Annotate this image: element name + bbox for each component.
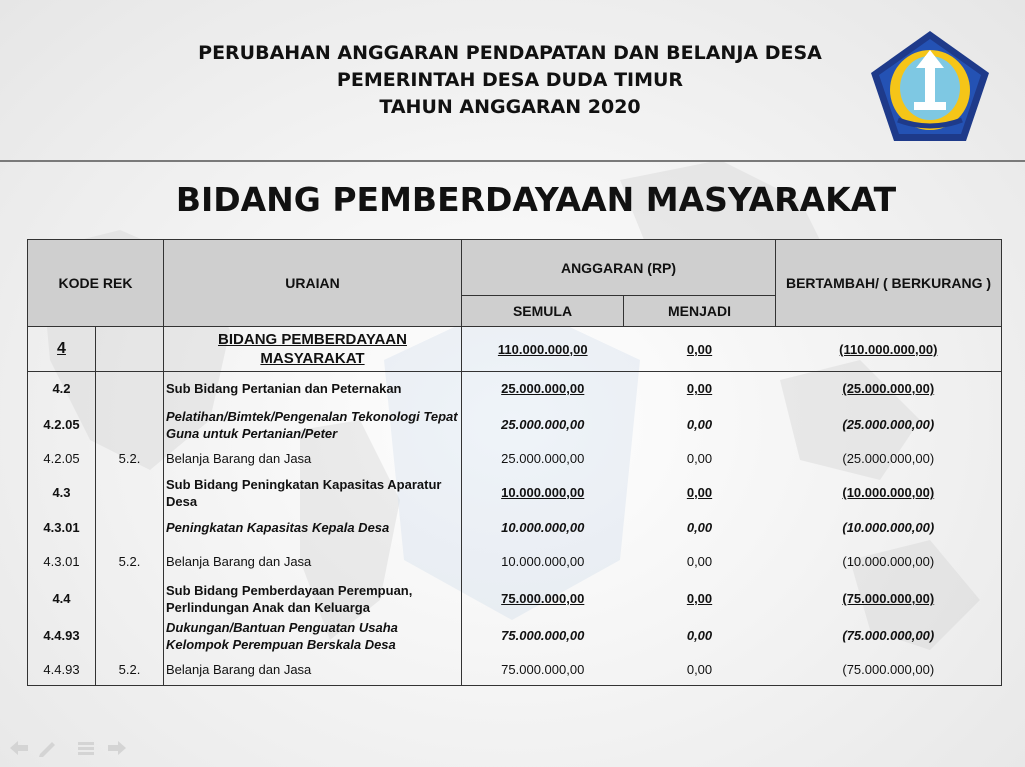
table-row bbox=[28, 654, 1002, 686]
regency-emblem-icon bbox=[868, 28, 992, 144]
cell-semula: 25.000.000,00 bbox=[501, 381, 585, 397]
cell-sub bbox=[96, 580, 164, 618]
prev-arrow-icon[interactable] bbox=[10, 741, 28, 755]
cell-selisih: (75.000.000,00) bbox=[776, 618, 1002, 654]
pen-icon[interactable] bbox=[39, 742, 55, 757]
cell-menjadi: 0,00 bbox=[686, 591, 713, 606]
cell-selisih: (110.000.000,00) bbox=[776, 327, 1002, 372]
cell-uraian: Pelatihan/Bimtek/Pengenalan Tekonologi Tepat Guna untuk Pertanian/Peter bbox=[164, 406, 462, 444]
table-row bbox=[28, 512, 1002, 544]
cell-menjadi: 0,00 bbox=[686, 381, 713, 397]
cell-semula: 75.000.000,00 bbox=[501, 591, 585, 606]
cell-menjadi: 0,00 bbox=[686, 451, 713, 466]
cell-sub bbox=[96, 512, 164, 544]
table-row bbox=[28, 406, 1002, 444]
header-line-3: TAHUN ANGGARAN 2020 bbox=[379, 96, 641, 118]
cell-sub bbox=[96, 406, 164, 444]
cell-semula: 110.000.000,00 bbox=[462, 327, 624, 372]
cell-kode: 4.4.93 bbox=[28, 618, 96, 654]
cell-semula: 10.000.000,00 bbox=[501, 485, 585, 500]
table-row bbox=[28, 474, 1002, 512]
header-kode-rek: KODE REK bbox=[28, 240, 164, 327]
cell-sub: 5.2. bbox=[96, 444, 164, 474]
budget-table bbox=[27, 239, 1002, 686]
next-arrow-icon[interactable] bbox=[108, 741, 126, 755]
cell-kode: 4.2.05 bbox=[28, 444, 96, 474]
cell-menjadi: 0,00 bbox=[686, 520, 713, 535]
cell-semula: 10.000.000,00 bbox=[501, 554, 585, 569]
cell-uraian: Sub Bidang Pemberdayaan Perempuan, Perlindungan Anak dan Keluarga bbox=[164, 580, 462, 618]
header-line-1: PERUBAHAN ANGGARAN PENDAPATAN DAN BELANJA DESA bbox=[198, 42, 822, 64]
cell-uraian: Sub Bidang Pertanian dan Peternakan bbox=[164, 372, 462, 406]
menu-icon[interactable] bbox=[78, 742, 94, 755]
cell-kode: 4 bbox=[28, 327, 96, 372]
cell-selisih: (75.000.000,00) bbox=[776, 654, 1002, 686]
cell-kode: 4.2.05 bbox=[28, 406, 96, 444]
cell-selisih: (25.000.000,00) bbox=[776, 444, 1002, 474]
table-row bbox=[28, 580, 1002, 618]
header-band bbox=[0, 0, 1025, 162]
cell-sub: 5.2. bbox=[96, 544, 164, 580]
cell-selisih: (25.000.000,00) bbox=[776, 406, 1002, 444]
cell-uraian: Dukungan/Bantuan Penguatan Usaha Kelompok Perempuan Berskala Desa bbox=[164, 618, 462, 654]
cell-semula: 75.000.000,00 bbox=[462, 654, 624, 686]
cell-uraian: Peningkatan Kapasitas Kepala Desa bbox=[164, 512, 462, 544]
cell-menjadi: 0,00 bbox=[686, 554, 713, 569]
cell-sub bbox=[96, 618, 164, 654]
cell-sub bbox=[96, 372, 164, 406]
cell-menjadi: 0,00 bbox=[624, 327, 776, 372]
cell-semula: 10.000.000,00 bbox=[501, 520, 585, 535]
cell-semula: 25.000.000,00 bbox=[501, 417, 585, 432]
cell-kode: 4.4.93 bbox=[28, 654, 96, 686]
slide-nav-bar bbox=[8, 738, 138, 758]
cell-menjadi: 0,00 bbox=[686, 628, 713, 643]
cell-kode: 4.3.01 bbox=[28, 512, 96, 544]
cell-uraian: Belanja Barang dan Jasa bbox=[164, 544, 462, 580]
header-anggaran: ANGGARAN (RP) bbox=[462, 240, 776, 296]
header-uraian: URAIAN bbox=[164, 240, 462, 327]
header-bertambah: BERTAMBAH/ ( BERKURANG ) bbox=[776, 240, 1002, 327]
header-titles bbox=[160, 40, 860, 121]
cell-uraian: Belanja Barang dan Jasa bbox=[164, 444, 462, 474]
cell-sub: 5.2. bbox=[96, 654, 164, 686]
table-row bbox=[28, 444, 1002, 474]
cell-menjadi: 0,00 bbox=[686, 485, 713, 500]
table-header-row bbox=[28, 240, 1002, 296]
cell-semula: 25.000.000,00 bbox=[501, 451, 585, 466]
cell-semula: 75.000.000,00 bbox=[501, 628, 585, 643]
cell-kode: 4.2 bbox=[28, 372, 96, 406]
table-row bbox=[28, 618, 1002, 654]
header-semula: SEMULA bbox=[462, 296, 624, 327]
section-title: BIDANG PEMBERDAYAAN MASYARAKAT bbox=[175, 180, 897, 219]
table-row bbox=[28, 372, 1002, 406]
cell-selisih: (10.000.000,00) bbox=[776, 512, 1002, 544]
cell-kode: 4.3 bbox=[28, 474, 96, 512]
cell-selisih: (10.000.000,00) bbox=[776, 544, 1002, 580]
cell-kode: 4.3.01 bbox=[28, 544, 96, 580]
header-menjadi: MENJADI bbox=[624, 296, 776, 327]
table-row bbox=[28, 544, 1002, 580]
cell-menjadi: 0,00 bbox=[686, 417, 713, 432]
cell-menjadi: 0,00 bbox=[624, 654, 776, 686]
cell-sub bbox=[96, 474, 164, 512]
cell-uraian: Sub Bidang Peningkatan Kapasitas Aparatur Desa bbox=[164, 474, 462, 512]
cell-selisih: (75.000.000,00) bbox=[776, 580, 1002, 618]
cell-uraian: BIDANG PEMBERDAYAAN MASYARAKAT bbox=[164, 327, 462, 372]
header-line-2: PEMERINTAH DESA DUDA TIMUR bbox=[336, 69, 684, 91]
table-row-main bbox=[28, 327, 1002, 372]
cell-selisih: (10.000.000,00) bbox=[776, 474, 1002, 512]
cell-uraian: Belanja Barang dan Jasa bbox=[164, 654, 462, 686]
cell-selisih: (25.000.000,00) bbox=[776, 372, 1002, 406]
cell-sub bbox=[96, 327, 164, 372]
cell-kode: 4.4 bbox=[28, 580, 96, 618]
